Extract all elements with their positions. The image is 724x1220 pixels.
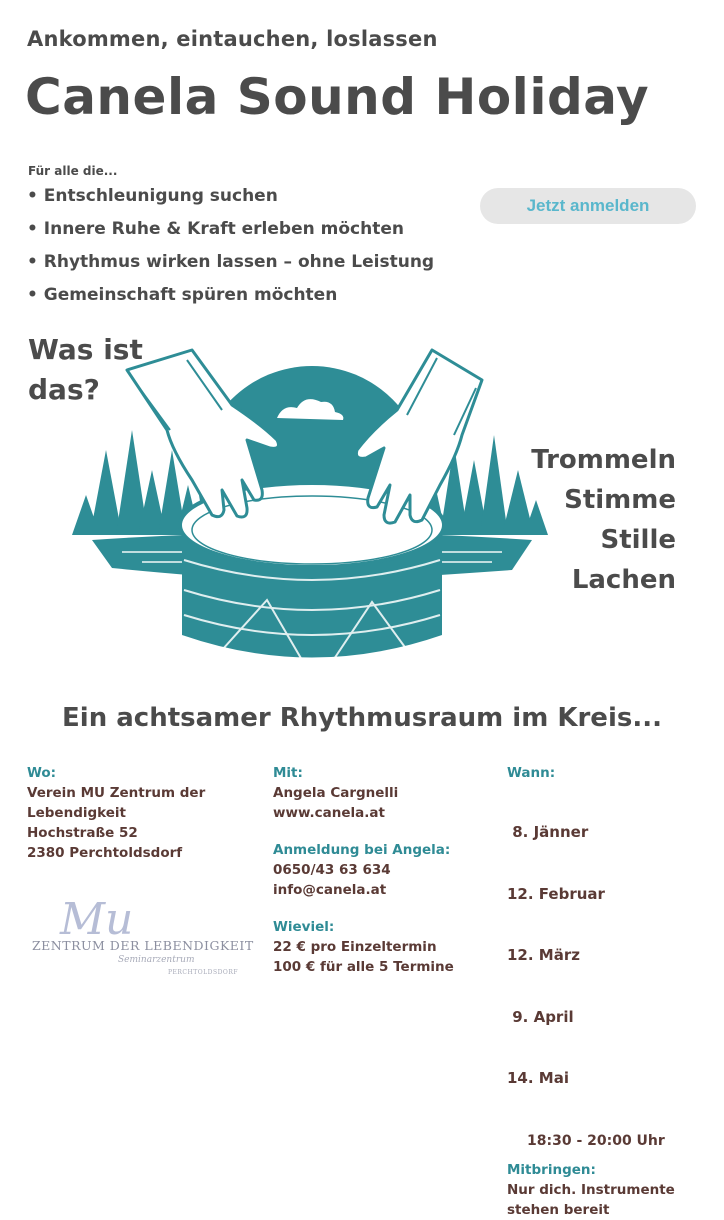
register-button[interactable]: Jetzt anmelden [480, 188, 696, 224]
audience-list [27, 183, 434, 315]
keyword: Stille [600, 525, 676, 555]
price-label: Wieviel: [273, 919, 335, 935]
logo-subtitle: Seminarzentrum [118, 955, 195, 965]
time-range: 18:30 - 20:00 Uhr [527, 1132, 665, 1149]
dates-label: Wann: [507, 765, 556, 781]
bring-line: stehen bereit [507, 1201, 610, 1218]
date-item: 8. Jänner [507, 823, 589, 841]
date-list [507, 783, 707, 1129]
date-item: 12. März [507, 946, 580, 964]
page-title: Canela Sound Holiday [25, 68, 650, 126]
price-line: 100 € für alle 5 Termine [273, 959, 454, 975]
registration-email[interactable]: info@canela.at [273, 882, 387, 898]
location-line: Verein MU Zentrum der [27, 785, 206, 801]
date-item: 12. Februar [507, 884, 605, 903]
keyword: Lachen [571, 565, 676, 595]
host-website[interactable]: www.canela.at [273, 805, 385, 821]
list-item: • Innere Ruhe & Kraft erleben möchten [27, 219, 404, 239]
host-name: Angela Cargnelli [273, 785, 399, 801]
location-label: Wo: [27, 765, 57, 781]
keyword-list [531, 440, 676, 600]
subtitle: Ankommen, eintauchen, loslassen [27, 27, 438, 51]
list-item: • Gemeinschaft spüren möchten [27, 285, 338, 305]
list-item: • Rhythmus wirken lassen – ohne Leistung [27, 252, 435, 272]
keyword: Stimme [564, 485, 676, 515]
question-heading: Was ist das? [28, 333, 143, 406]
svg-text:Mu: Mu [60, 894, 134, 945]
price-line: 22 € pro Einzeltermin [273, 939, 437, 955]
bring-label: Mitbringen: [507, 1161, 596, 1178]
location-column [27, 764, 247, 863]
bring-line: Nur dich. Instrumente [507, 1181, 675, 1198]
host-label: Mit: [273, 765, 303, 781]
list-item: • Entschleunigung suchen [27, 186, 278, 206]
registration-phone[interactable]: 0650/43 63 634 [273, 862, 391, 878]
audience-intro: Für alle die... [28, 164, 118, 178]
logo-place: PERCHTOLDSDORF [168, 969, 238, 976]
location-line: Lebendigkeit [27, 805, 126, 821]
contact-column [273, 764, 493, 977]
schedule-column [507, 764, 707, 1220]
registration-label: Anmeldung bei Angela: [273, 842, 451, 858]
date-item: 9. April [507, 1007, 574, 1026]
keyword: Trommeln [531, 445, 676, 475]
date-item: 14. Mai [507, 1069, 569, 1087]
right-hand [356, 350, 482, 523]
logo-name: ZENTRUM DER LEBENDIGKEIT [32, 938, 254, 953]
location-line: 2380 Perchtoldsdorf [27, 845, 183, 861]
tagline: Ein achtsamer Rhythmusraum im Kreis... [62, 703, 662, 733]
location-line: Hochstraße 52 [27, 825, 138, 841]
